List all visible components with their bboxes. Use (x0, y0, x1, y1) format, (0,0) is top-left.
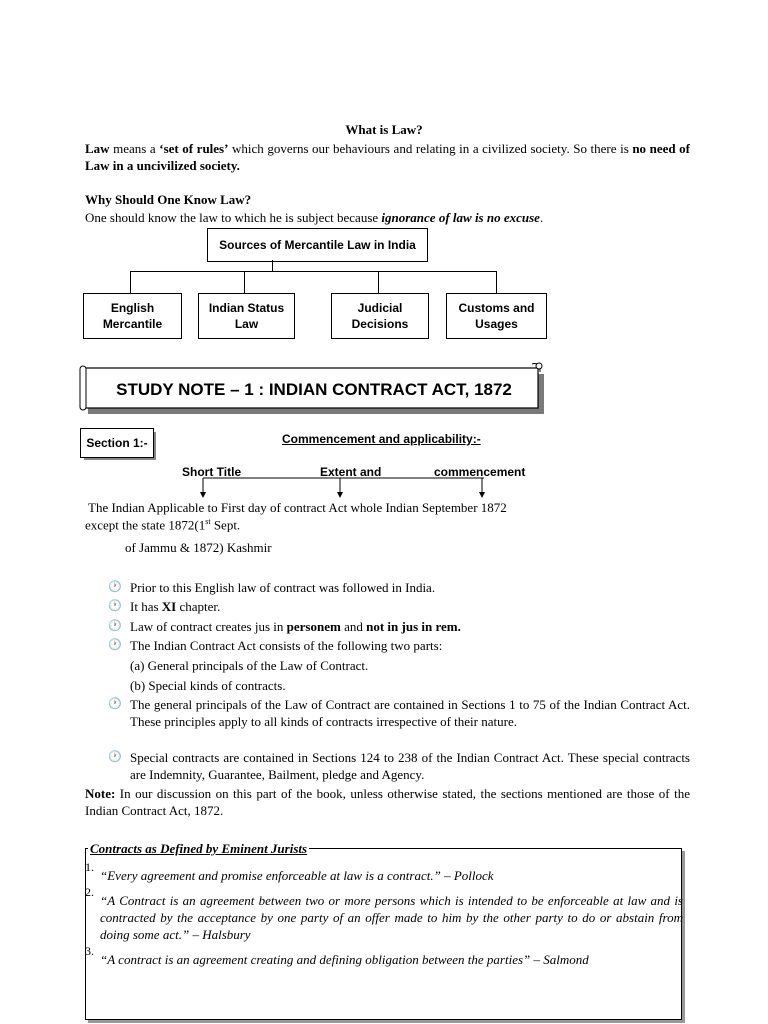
quote-3: “A contract is an agreement creating and defining obligation between the parties” – Salmond (100, 952, 589, 967)
quote-num-1: 1. (85, 860, 94, 874)
quote-2: “A Contract is an agreement between two or more persons which is intended to be enforceable at law and is contracted by the acceptance by one party of an offer made to him by the other party to do or abstain from doing some act.” – Halsbury (100, 893, 683, 942)
section-row-3: of Jammu & 1872) Kashmir (125, 540, 272, 555)
row2-text-b: Sept. (210, 517, 241, 533)
jurists-heading: Contracts as Defined by Eminent Jurists (90, 841, 308, 856)
bullet-4b: (b) Special kinds of contracts. (130, 678, 286, 693)
page-heading: What is Law? (345, 122, 423, 137)
bullet-6: Special contracts are contained in Sections 124 to 238 of the Indian Contract Act. These special contracts are Indemnity, Guarantee, Bailment, pledge and Agency. (130, 750, 690, 782)
section-row-1: The Indian Applicable to First day of contract Act whole Indian September 1872 (88, 500, 507, 515)
col-extent: Extent and (320, 465, 382, 479)
row2-text: except the state 1872(1 (85, 517, 206, 533)
section-row-2 (85, 517, 240, 533)
col-commencement: commencement (434, 465, 526, 479)
law-def-text-2: which governs our behaviours and relating in a civilized society. So there is (228, 141, 633, 156)
diagram-child-customs-usages: Customs and Usages (446, 293, 547, 339)
b3-bold: personem (286, 619, 341, 634)
law-definition (85, 140, 690, 174)
clock-icon: 🕐 (108, 619, 122, 632)
bullet-5: The general principals of the Law of Contract are contained in Sections 1 to 75 of the Indian Contract Act. These principles apply to all kinds of contracts irrespective of their nature. (130, 697, 690, 729)
section-label: Section 1:- (80, 428, 154, 458)
why-period: . (539, 210, 544, 225)
diagram-connector (378, 271, 379, 293)
b2-bold: XI (161, 599, 177, 614)
why-text: One should know the law to which he is subject because (85, 210, 382, 225)
set-of-rules: ‘set of rules’ (159, 141, 229, 156)
diagram-child-english-mercantile: English Mercantile (83, 293, 182, 339)
law-def-bold: no need of Law in a uncivilized society. (85, 141, 691, 173)
diagram-connector (496, 271, 497, 293)
clock-icon: 🕐 (108, 580, 122, 593)
note (85, 785, 690, 819)
b3-text: Law of contract creates jus in (130, 619, 287, 634)
b3-text-2: and (340, 619, 367, 634)
diagram-connector (130, 271, 131, 293)
quote-num-3: 3. (85, 944, 94, 958)
diagram-connector (244, 271, 245, 293)
ignorance-emphasis: ignorance of law is no excuse (381, 210, 540, 225)
col-short-title: Short Title (182, 465, 242, 479)
law-def-text: means a (109, 141, 160, 156)
clock-icon: 🕐 (108, 697, 122, 710)
row2-sup: st (205, 517, 211, 526)
quote-num-2: 2. (85, 885, 94, 899)
b2-text: It has (130, 599, 162, 614)
b3-bold-2: not in jus in rem. (366, 619, 461, 634)
bullet-2 (130, 598, 690, 615)
bullet-4: The Indian Contract Act consists of the following two parts: (130, 638, 443, 653)
diagram-branch-line (130, 271, 496, 272)
quote-1: “Every agreement and promise enforceable at law is a contract.” – Pollock (100, 868, 494, 883)
bullet-1: Prior to this English law of contract was followed in India. (130, 580, 436, 595)
clock-icon: 🕐 (108, 599, 122, 612)
why-heading: Why Should One Know Law? (85, 192, 252, 207)
why-body (85, 210, 695, 226)
diagram-child-indian-status-law: Indian Status Law (198, 293, 295, 339)
b2-text-2: chapter. (176, 599, 221, 614)
note-text: In our discussion on this part of the book, unless otherwise stated, the sections mentioned are those of the Indian Contract Act, 1872. (85, 786, 690, 818)
bullet-3 (130, 618, 690, 635)
diagram-child-judicial-decisions: Judicial Decisions (331, 293, 429, 339)
clock-icon: 🕐 (108, 638, 122, 651)
section-heading: Commencement and applicability:- (282, 432, 481, 446)
note-label: Note: (85, 786, 116, 801)
law-term: Law (85, 141, 110, 156)
diagram-root: Sources of Mercantile Law in India (207, 228, 428, 262)
bullet-4a: (a) General principals of the Law of Contract. (130, 658, 369, 673)
study-note-title: STUDY NOTE – 1 : INDIAN CONTRACT ACT, 1872 (116, 380, 512, 399)
section-arrows (200, 474, 500, 500)
clock-icon: 🕐 (108, 750, 122, 763)
